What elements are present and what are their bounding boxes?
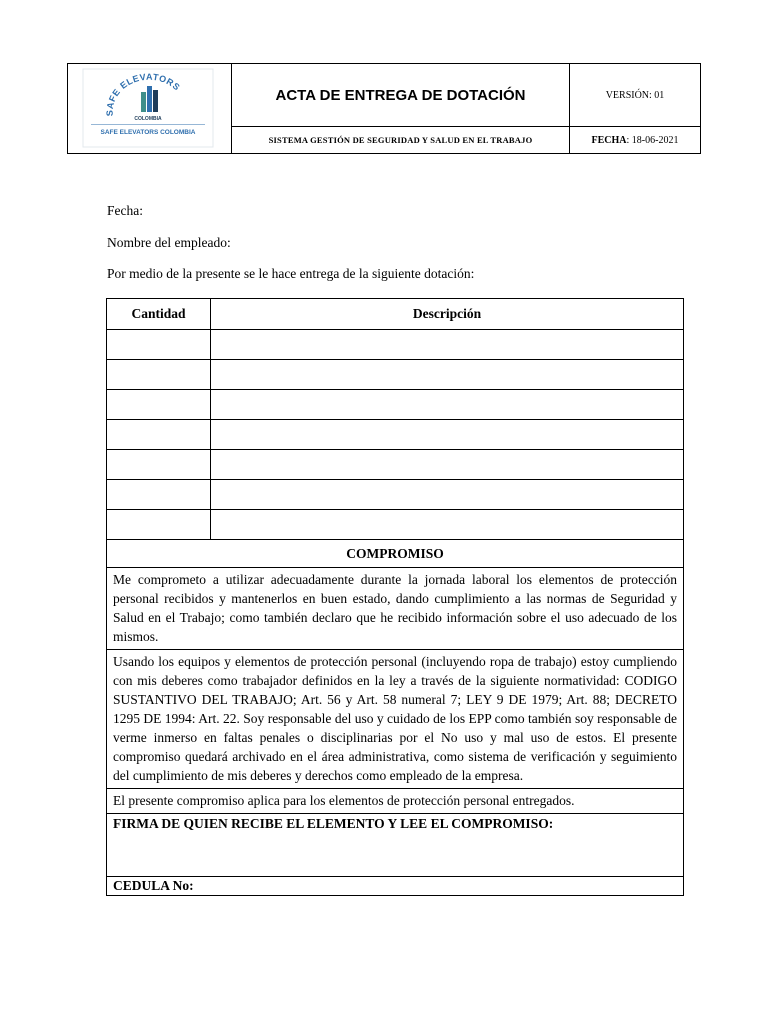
table-row [107,420,684,450]
table-row [107,480,684,510]
header-date-value: : 18-06-2021 [626,134,679,146]
logo-arc-text: SAFE ELEVATORS [104,71,183,117]
cantidad-cell[interactable] [107,480,211,510]
cantidad-cell[interactable] [107,390,211,420]
compromiso-paragraph-2: Usando los equipos y elementos de protección personal (incluyendo ropa de trabajo) estoy cumpliendo con mis deberes como trabajador definidos en la ley a través de la siguiente normatividad: CODIGO SUSTANTIVO DEL TRABAJO; Art. 56 y Art. 58 numeral 7; LEY 9 DE 1979; Art. 88; DECRETO 1295 DE 1994: Art. 22. Soy responsable del uso y cuidado de los EPP como también soy responsable de verme inmerso en faltas penales o disciplinarias por el No uso y mal uso de estos. El presente compromiso quedará archivado en el área administrativa, como sistema de verificación y seguimiento del cumplimiento de mis deberes y derechos como empleado de la empresa. [107,650,684,789]
column-header-descripcion: Descripción [211,299,684,330]
descripcion-cell[interactable] [211,480,684,510]
fecha-field-label: Fecha: [107,203,143,218]
compromiso-paragraph-row [107,789,684,814]
intro-text: Por medio de la presente se le hace entrega de la siguiente dotación: [107,266,475,281]
descripcion-cell[interactable] [211,510,684,540]
dotacion-table [106,298,684,896]
compromiso-paragraph-3: El presente compromiso aplica para los elementos de protección personal entregados. [107,789,684,814]
header-date [570,127,700,153]
compromiso-title: COMPROMISO [107,540,684,568]
cedula-field[interactable] [107,877,684,896]
descripcion-cell[interactable] [211,390,684,420]
table-row [107,390,684,420]
document-title: ACTA DE ENTREGA DE DOTACIÓN [232,64,570,127]
descripcion-cell[interactable] [211,420,684,450]
descripcion-cell[interactable] [211,450,684,480]
cantidad-cell[interactable] [107,360,211,390]
system-subtitle: SISTEMA GESTIÓN DE SEGURIDAD Y SALUD EN EL TRABAJO [232,127,570,153]
header-date-label: FECHA [591,134,627,146]
firma-label: FIRMA DE QUIEN RECIBE EL ELEMENTO Y LEE EL COMPROMISO: [113,816,554,831]
table-row [107,330,684,360]
cantidad-cell[interactable] [107,330,211,360]
cantidad-cell[interactable] [107,420,211,450]
compromiso-paragraph-row [107,568,684,650]
table-row [107,450,684,480]
compromiso-paragraph-row [107,650,684,789]
firma-field[interactable] [107,814,684,877]
cedula-row [107,877,684,896]
descripcion-cell[interactable] [211,360,684,390]
table-row [107,360,684,390]
document-header [67,63,701,154]
version-label: VERSIÓN: 01 [570,64,700,127]
cedula-label: CEDULA No: [113,878,194,893]
company-logo [81,68,215,148]
column-header-cantidad: Cantidad [107,299,211,330]
logo-caption: SAFE ELEVATORS COLOMBIA [100,129,196,136]
logo-country: COLOMBIA [134,116,162,122]
compromiso-title-row [107,540,684,568]
table-header-row [107,299,684,330]
cantidad-cell[interactable] [107,450,211,480]
descripcion-cell[interactable] [211,330,684,360]
firma-row [107,814,684,877]
cantidad-cell[interactable] [107,510,211,540]
table-row [107,510,684,540]
compromiso-paragraph-1: Me comprometo a utilizar adecuadamente durante la jornada laboral los elementos de protección personal recibidos y mantenerlos en buen estado, dando cumplimiento a las normas de Seguridad y Salud en el Trabajo; como también declaro que he recibido información sobre el uso adecuado de los mismos. [107,568,684,650]
logo-cell [68,64,232,153]
employee-name-label: Nombre del empleado: [107,235,231,250]
